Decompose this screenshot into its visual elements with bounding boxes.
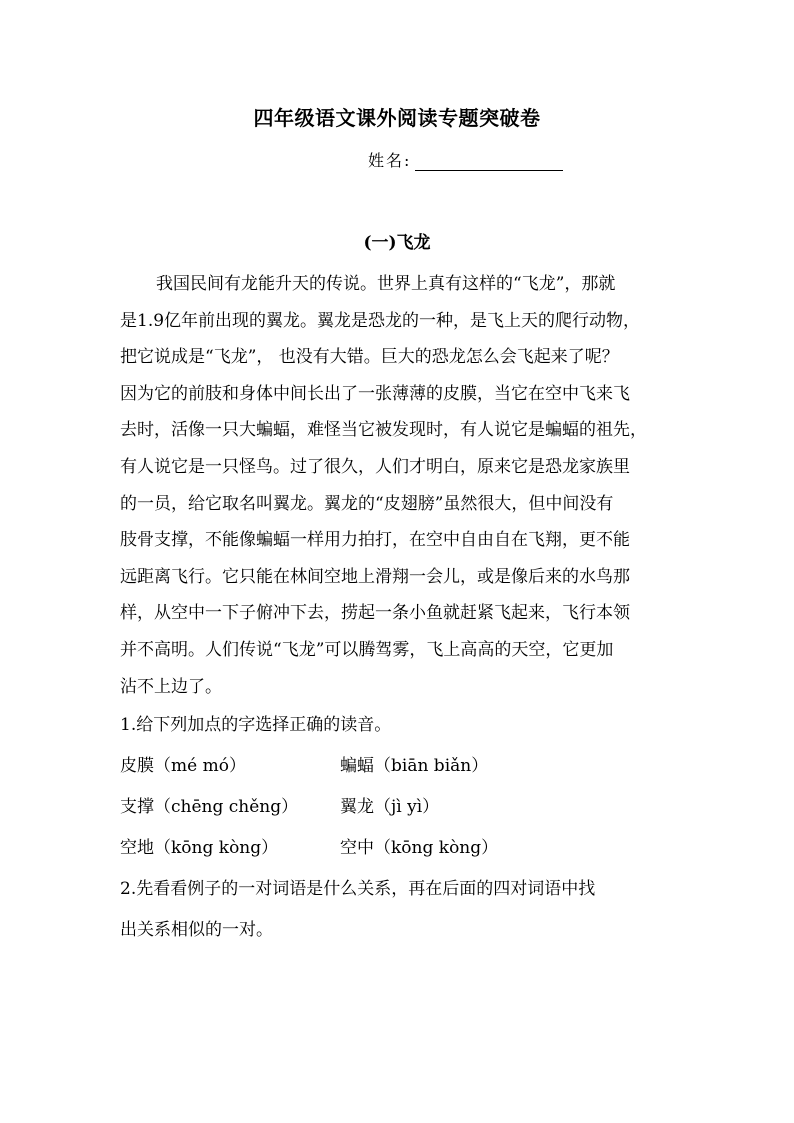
option-row xyxy=(120,787,680,828)
passage-line: 因为它的前肢和身体中间长出了一张薄薄的皮膜，当它在空中飞来飞 xyxy=(120,383,630,404)
name-label: 姓名: xyxy=(368,151,412,170)
passage-line: 沾不上边了。 xyxy=(120,676,222,697)
option-item[interactable]: 皮膜（mé mó） xyxy=(120,756,246,777)
section-title: (一)飞龙 xyxy=(363,233,431,253)
passage-line: 有人说它是一只怪鸟。过了很久，人们才明白，原来它是恐龙家族里 xyxy=(120,456,630,477)
passage-line: 样，从空中一下子俯冲下去，捞起一条小鱼就赶紧飞起来，飞行本领 xyxy=(120,603,630,624)
option-item[interactable]: 翼龙（jì yì） xyxy=(340,797,440,818)
passage-line: 肢骨支撑，不能像蝙蝠一样用力拍打，在空中自由自在飞翔，更不能 xyxy=(120,530,630,551)
question-2-line: 2.先看看例子的一对词语是什么关系，再在后面的四对词语中找 xyxy=(120,879,596,900)
passage-line: 把它说成是“飞龙”， 也没有大错。巨大的恐龙怎么会飞起来了呢？ xyxy=(120,347,619,368)
passage xyxy=(120,266,680,705)
question-2-line: 出关系相似的一对。 xyxy=(120,920,273,941)
passage-line: 去时，活像一只大蝙蝠，难怪当它被发现时，有人说它是蝙蝠的祖先， xyxy=(120,420,647,441)
question-1: 1.给下列加点的字选择正确的读音。 xyxy=(120,715,392,736)
name-field-row xyxy=(368,148,563,171)
passage-line: 的一员，给它取名叫翼龙。翼龙的“皮翅膀”虽然很大，但中间没有 xyxy=(120,493,614,514)
passage-line: 并不高明。人们传说“飞龙”可以腾驾雾，飞上高高的天空，它更加 xyxy=(120,639,614,660)
document-title: 四年级语文课外阅读专题突破卷 xyxy=(253,106,541,130)
document-body xyxy=(120,266,680,951)
option-item[interactable]: 空地（kōng kòng） xyxy=(120,838,279,859)
option-item[interactable]: 空中（kōng kòng） xyxy=(340,838,499,859)
option-item[interactable]: 蝙蝠（biān biǎn） xyxy=(340,756,489,777)
passage-line: 是1.9亿年前出现的翼龙。翼龙是恐龙的一种，是飞上天的爬行动物， xyxy=(120,310,641,331)
option-item[interactable]: 支撑（chēng chěng） xyxy=(120,797,299,818)
passage-line: 远距离飞行。它只能在林间空地上滑翔一会儿，或是像后来的水鸟那 xyxy=(120,566,630,587)
option-row xyxy=(120,746,680,787)
question-1-options xyxy=(120,746,680,869)
option-row xyxy=(120,828,680,869)
name-blank-line[interactable] xyxy=(415,152,563,171)
passage-line: 我国民间有龙能升天的传说。世界上真有这样的“飞龙”，那就 xyxy=(156,274,616,294)
